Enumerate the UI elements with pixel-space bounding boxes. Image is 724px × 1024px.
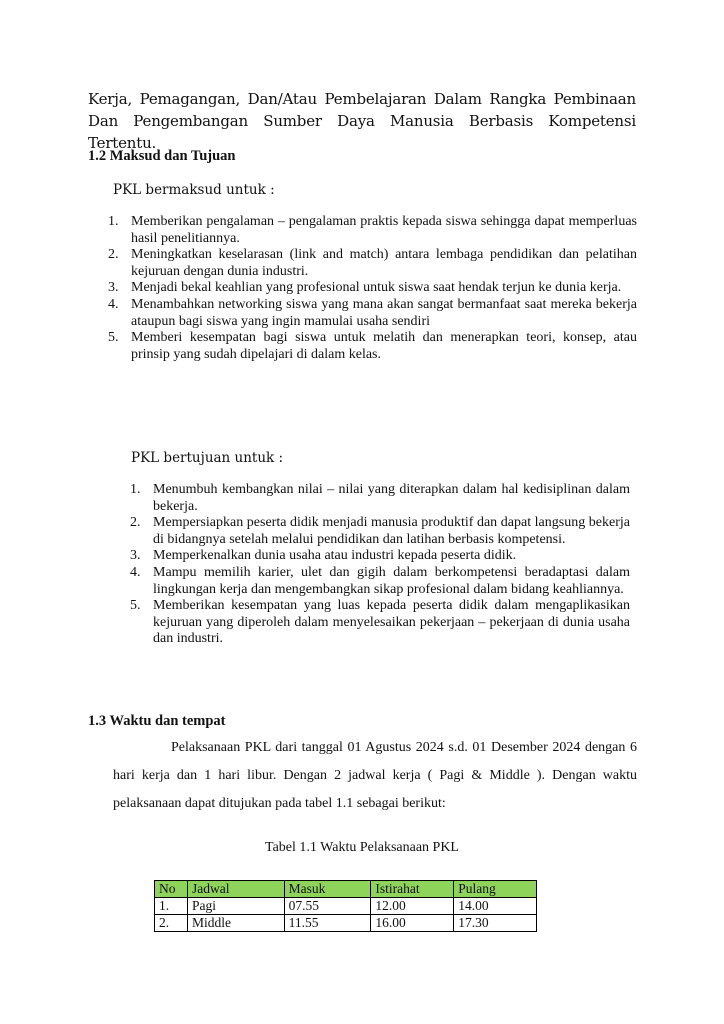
list-text: Menumbuh kembangkan nilai – nilai yang diterapkan dalam hal kedisiplinan dalam bekerja. [153,482,630,514]
list-number: 3. [108,280,119,296]
section-heading-waktu-tempat: 1.3 Waktu dan tempat [88,713,226,729]
table-cell: 16.00 [371,915,454,932]
table-caption: Tabel 1.1 Waktu Pelaksanaan PKL [265,840,459,855]
list-item [108,214,637,247]
list-text: Mampu memilih karier, ulet dan gigih dalam berkompetensi beradaptasi dalam lingkungan kerja dan mengembangkan sikap profesional dalam bidang keahliannya. [153,564,630,597]
header-cell-jadwal: Jadwal [187,881,284,898]
intro-text: Kerja, Pemagangan, Dan/Atau Pembelajaran Dalam Rangka Pembinaan Dan Pengembangan Sumber Daya Manusia Berbasis Kompetensi Tertentu. [88,90,636,152]
header-cell-masuk: Masuk [284,881,371,898]
table-cell: 2. [155,915,188,932]
list-item [130,482,630,515]
tujuan-list [130,482,630,648]
list-number: 4. [108,296,119,312]
header-cell-no: No [155,881,188,898]
table-cell: Pagi [187,898,284,915]
table-cell: 12.00 [371,898,454,915]
schedule-table [154,880,537,932]
section-heading-maksud-tujuan: 1.2 Maksud dan Tujuan [88,148,236,164]
list-text: Mempersiapkan peserta didik menjadi manusia produktif dan dapat langsung bekerja di bidangnya setelah melalui pendidikan dan latihan berbasis kompetensi. [153,515,630,547]
table-cell: 17.30 [454,915,537,932]
list-number: 3. [130,548,141,564]
list-item [130,565,630,598]
list-text: Memperkenalkan dunia usaha atau industri kepada peserta didik. [153,548,517,564]
table-row [155,898,537,915]
tujuan-lead: PKL bertujuan untuk : [131,450,284,466]
list-item [108,297,637,330]
list-item [130,598,630,648]
list-item [130,515,630,548]
list-item [108,247,637,280]
table-cell: 11.55 [284,915,371,932]
table-header-row [155,881,537,898]
list-text: Memberi kesempatan bagi siswa untuk melatih dan menerapkan teori, konsep, atau prinsip yang sudah dipelajari di dalam kelas. [131,330,637,362]
waktu-paragraph-text: Pelaksanaan PKL dari tanggal 01 Agustus 2024 s.d. 01 Desember 2024 dengan 6 hari kerja dan 1 hari libur. Dengan 2 jadwal kerja ( Pagi & Middle ). Dengan waktu pelaksanaan dapat ditujukan pada tabel 1.1 sebagai berikut: [113,740,637,811]
table-cell: 1. [155,898,188,915]
list-item [108,330,637,363]
list-number: 1. [108,214,119,229]
header-cell-pulang: Pulang [454,881,537,898]
waktu-paragraph [113,734,637,818]
list-number: 2. [130,515,141,531]
maksud-list [108,214,637,363]
list-text: Menjadi bekal keahlian yang profesional untuk siswa saat hendak terjun ke dunia kerja. [131,280,622,296]
table-cell: 14.00 [454,898,537,915]
list-text: Memberikan pengalaman – pengalaman praktis kepada siswa sehingga dapat memperluas hasil penelitiannya. [131,214,637,246]
list-item [130,548,630,565]
list-text: Memberikan kesempatan yang luas kepada peserta didik dalam mengaplikasikan kejuruan yang diperoleh dalam menyelesaikan pekerjaan – pekerjaan di dunia usaha dan industri. [153,598,630,647]
list-number: 2. [108,247,119,263]
maksud-lead: PKL bermaksud untuk : [113,182,275,198]
table-cell: 07.55 [284,898,371,915]
list-number: 4. [130,564,141,580]
list-item [108,280,637,297]
table-row [155,915,537,932]
list-text: Meningkatkan keselarasan (link and match) antara lembaga pendidikan dan pelatihan kejuruan dengan dunia industri. [131,247,637,279]
list-number: 5. [108,330,119,346]
header-cell-istirahat: Istirahat [371,881,454,898]
list-number: 5. [130,598,141,614]
list-number: 1. [130,482,141,497]
list-text: Menambahkan networking siswa yang mana akan sangat bermanfaat saat mereka bekerja ataupun bagi siswa yang ingin mamulai usaha sendiri [131,296,637,329]
table-cell: Middle [187,915,284,932]
